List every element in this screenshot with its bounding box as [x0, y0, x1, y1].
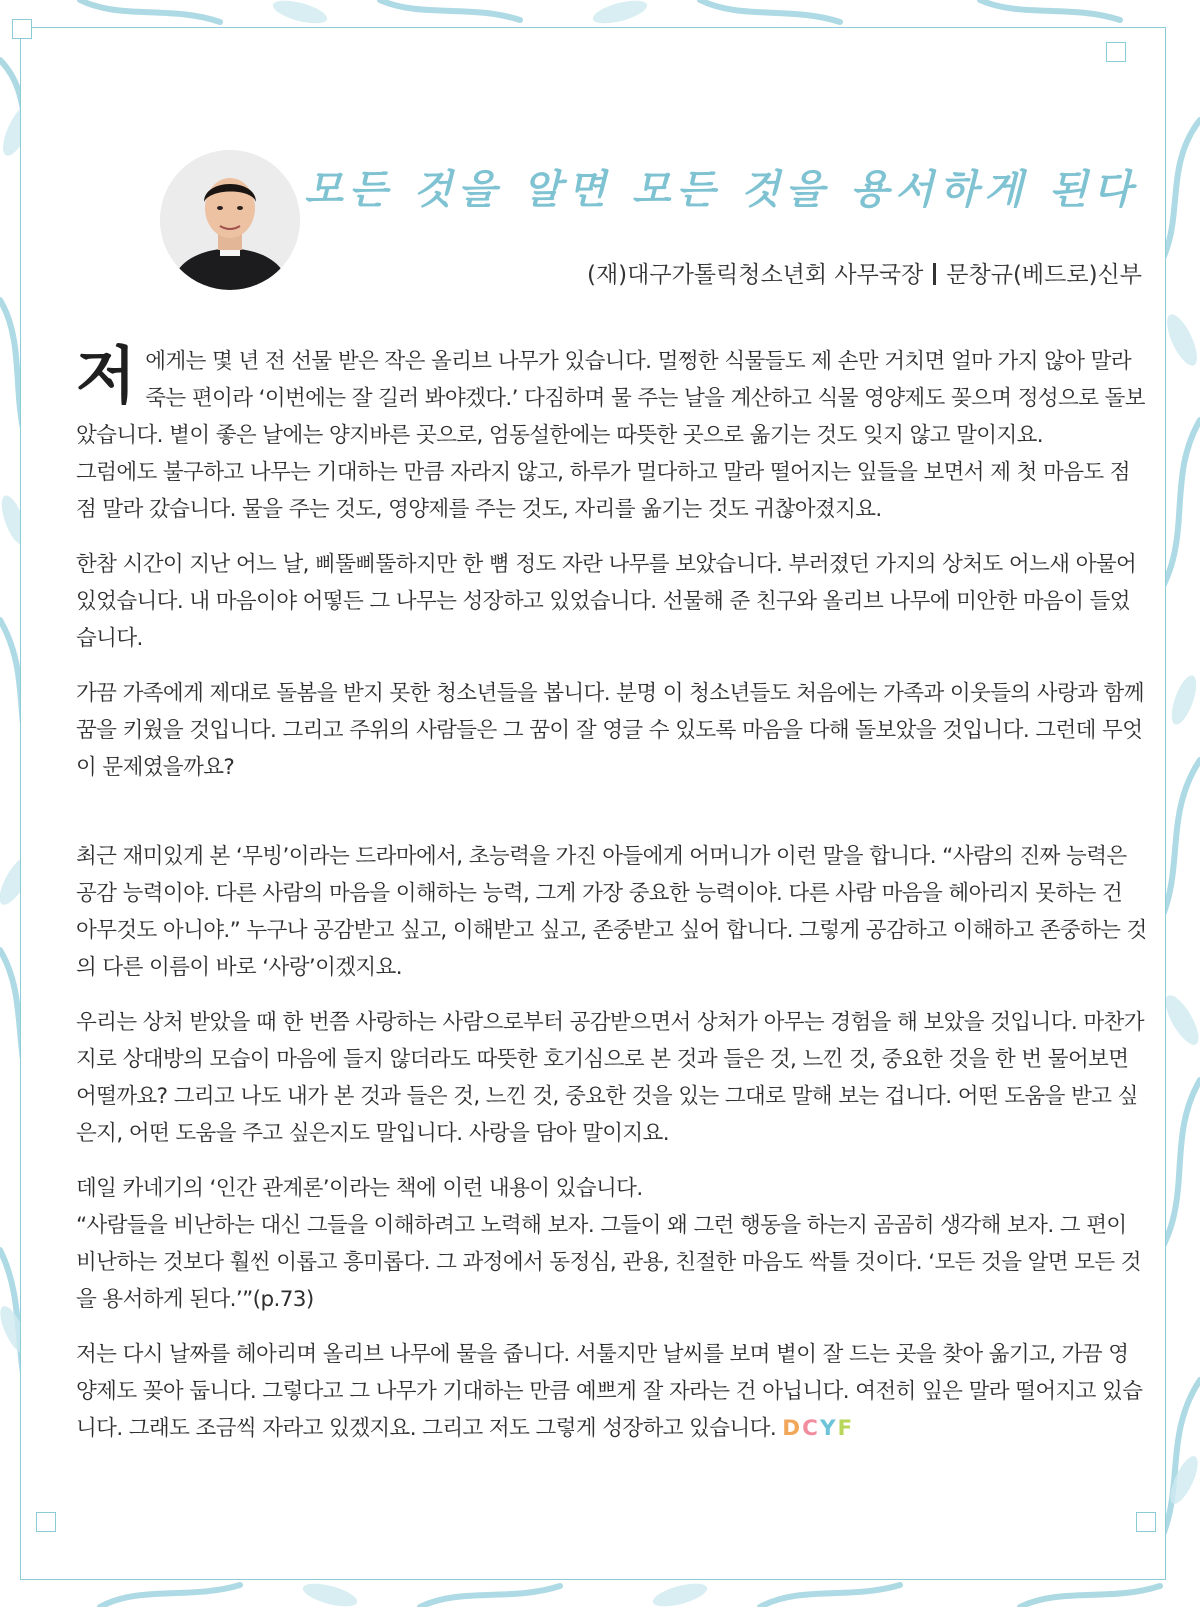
frame-corner-top-left — [12, 19, 32, 39]
author-byline — [587, 256, 1142, 289]
frame-corner-bottom-left — [36, 1512, 56, 1532]
frame-corner-bottom-right — [1136, 1512, 1156, 1532]
paragraph-4: 최근 재미있게 본 ‘무빙’이라는 드라마에서, 초능력을 가진 아들에게 어머니가 이런 말을 합니다. “사람의 진짜 능력은 공감 능력이야. 다른 사람의 마음을 이해하는 능력, 그게 가장 중요한 능력이야. 다른 사람 마음을 헤아리지 못하는 건 아무것도 아니야.” 누구나 공감받고 싶고, 이해받고 싶고, 존중받고 싶어 합니다. 그렇게 공감하고 이해하고 존중하는 것의 다른 이름이 바로 ‘사랑’이겠지요. — [76, 844, 1147, 980]
dcyf-letter-d: D — [782, 1416, 803, 1441]
paragraph-1b-text: 그럼에도 불구하고 나무는 기대하는 만큼 자라지 않고, 하루가 멀다하고 말라 떨어지는 잎들을 보면서 제 첫 마음도 점점 말라 갔습니다. 물을 주는 것도, 영양제를 주는 것도, 자리를 옮기는 것도 귀찮아졌지요. — [76, 460, 1130, 522]
paragraph-3: 가끔 가족에게 제대로 돌봄을 받지 못한 청소년들을 봅니다. 분명 이 청소년들도 처음에는 가족과 이웃들의 사랑과 함께 꿈을 키웠을 것입니다. 그리고 주위의 사람들은 그 꿈이 잘 영글 수 있도록 마음을 다해 돌보았을 것입니다. 그런데 무엇이 문제였을까요? — [76, 681, 1144, 780]
paragraph-6 — [76, 1170, 1148, 1318]
dcyf-logo — [782, 1416, 854, 1441]
paragraph-6-intro: 데일 카네기의 ‘인간 관계론’이라는 책에 이런 내용이 있습니다. — [76, 1176, 643, 1201]
paragraph-7-text: 저는 다시 날짜를 헤아리며 올리브 나무에 물을 줍니다. 서툴지만 날씨를 보며 볕이 잘 드는 곳을 찾아 옮기고, 가끔 영양제도 꽂아 둡니다. 그렇다고 그 나무가 기대하는 만큼 예쁘게 잘 자라는 건 아닙니다. 여전히 잎은 말라 떨어지고 있습니다. 그래도 조금씩 자라고 있겠지요. 그리고 저도 그렇게 성장하고 있습니다. — [76, 1342, 1143, 1441]
article-body — [76, 339, 1148, 1465]
author-org: (재)대구가톨릭청소년회 사무국장 — [586, 262, 924, 288]
dcyf-letter-c: C — [802, 1416, 820, 1441]
author-photo — [160, 150, 300, 290]
article-title: 모든 것을 알면 모든 것을 용서하게 된다 — [304, 167, 1138, 213]
paragraph-1 — [76, 339, 1148, 528]
paragraph-6-quote: “사람들을 비난하는 대신 그들을 이해하려고 노력해 보자. 그들이 왜 그런 행동을 하는지 곰곰히 생각해 보자. 그 편이 비난하는 것보다 훨씬 이롭고 흥미롭다. 그 과정에서 동정심, 관용, 친절한 마음도 싹틀 것이다. ‘모든 것을 알면 모든 것을 용서하게 된다.’”(p.73) — [76, 1213, 1141, 1312]
paragraph-1-text: 에게는 몇 년 전 선물 받은 작은 올리브 나무가 있습니다. 멀쩡한 식물들도 제 손만 거치면 얼마 가지 않아 말라 죽는 편이라 ‘이번에는 잘 길러 봐야겠다.’ 다짐하며 물 주는 날을 계산하고 식물 영양제도 꽂으며 정성으로 돌보았습니다. 볕이 좋은 날에는 양지바른 곳으로, 엄동설한에는 따뜻한 곳으로 옮기는 것도 잊지 않고 말이지요. — [76, 349, 1145, 448]
dcyf-letter-f: F — [837, 1416, 855, 1441]
frame-corner-top-right — [1106, 42, 1126, 62]
dcyf-letter-y: Y — [819, 1416, 838, 1441]
drop-cap: 저 — [76, 339, 136, 412]
byline-separator — [933, 263, 936, 285]
paragraph-7 — [76, 1336, 1148, 1447]
author-name: 문창규(베드로)신부 — [946, 262, 1142, 288]
paragraph-2: 한참 시간이 지난 어느 날, 삐뚤삐뚤하지만 한 뼘 정도 자란 나무를 보았습니다. 부러졌던 가지의 상처도 어느새 아물어 있었습니다. 내 마음이야 어떻든 그 나무는 성장하고 있었습니다. 선물해 준 친구와 올리브 나무에 미안한 마음이 들었습니다. — [76, 552, 1137, 651]
paragraph-5: 우리는 상처 받았을 때 한 번쯤 사랑하는 사람으로부터 공감받으면서 상처가 아무는 경험을 해 보았을 것입니다. 마찬가지로 상대방의 모습이 마음에 들지 않더라도 따뜻한 호기심으로 본 것과 들은 것, 느낀 것, 중요한 것을 한 번 물어보면 어떨까요? 그리고 나도 내가 본 것과 들은 것, 느낀 것, 중요한 것을 있는 그대로 말해 보는 겁니다. 어떤 도움을 받고 싶은지, 어떤 도움을 주고 싶은지도 말입니다. 사랑을 담아 말이지요. — [76, 1010, 1144, 1146]
